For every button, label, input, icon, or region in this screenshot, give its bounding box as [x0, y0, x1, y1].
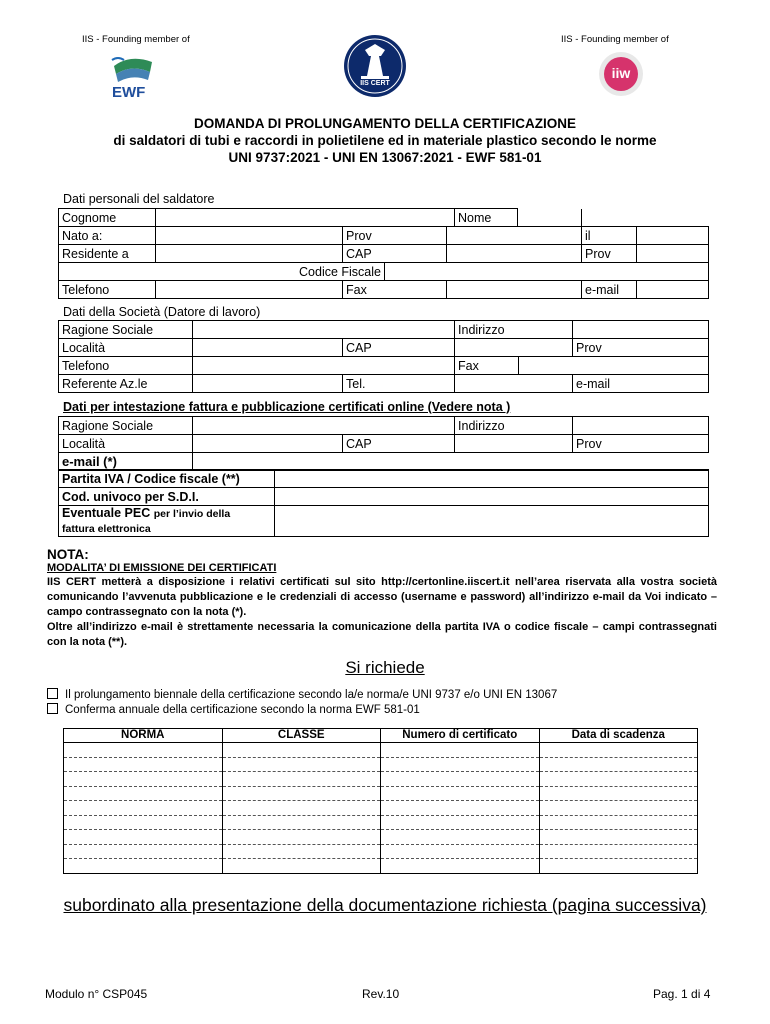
cert-cell[interactable] — [64, 815, 223, 830]
iis-cert-logo — [343, 34, 407, 98]
cert-cell[interactable] — [222, 743, 381, 758]
cert-cell[interactable] — [381, 844, 540, 859]
label-indirizzo: Indirizzo — [455, 321, 573, 339]
company-tel-field[interactable] — [455, 375, 573, 393]
cert-cell[interactable] — [64, 772, 223, 787]
label-inv-localita: Località — [59, 435, 193, 453]
nota-paragraph-2: Oltre all’indirizzo e-mail è strettamente necessaria la comunicazione della partita IVA o codice fiscale – campi contrassegnati con la nota (**). — [47, 621, 717, 648]
cert-cell[interactable] — [539, 801, 698, 816]
label-sdi: Cod. univoco per S.D.I. — [59, 488, 275, 506]
label-inv-indirizzo: Indirizzo — [455, 417, 573, 435]
label-company-email: e-mail — [573, 375, 709, 393]
indirizzo-field[interactable] — [573, 321, 709, 339]
invoice-tax-table — [58, 469, 709, 537]
label-localita: Località — [59, 339, 193, 357]
cert-cell[interactable] — [381, 815, 540, 830]
label-cap: CAP — [343, 245, 447, 263]
cert-cell[interactable] — [64, 786, 223, 801]
nome-field[interactable] — [518, 209, 582, 227]
invoice-data-table — [58, 416, 709, 471]
cert-cell[interactable] — [381, 801, 540, 816]
iis-cert-logo-text: IIS CERT — [360, 80, 390, 87]
il-field[interactable] — [637, 227, 709, 245]
label-prov2: Prov — [582, 245, 637, 263]
cert-cell[interactable] — [539, 830, 698, 845]
localita-field[interactable] — [193, 339, 343, 357]
sdi-field[interactable] — [275, 488, 709, 506]
cert-cell[interactable] — [381, 830, 540, 845]
cert-header-data: Data di scadenza — [539, 729, 698, 743]
fax-field[interactable] — [447, 281, 582, 299]
prov-field[interactable] — [447, 227, 582, 245]
cognome-field[interactable] — [156, 209, 455, 227]
company-data-table — [58, 320, 709, 393]
option-conferma[interactable] — [47, 703, 420, 716]
cert-cell[interactable] — [539, 743, 698, 758]
cert-header-classe: CLASSE — [222, 729, 381, 743]
label-piva: Partita IVA / Codice fiscale (**) — [59, 470, 275, 488]
nota-text — [47, 575, 717, 650]
checkbox-prolungamento[interactable] — [47, 688, 58, 699]
subordinato-note: subordinato alla presentazione della documentazione richiesta (pagina successiva) — [63, 895, 707, 915]
label-company-fax: Fax — [455, 357, 519, 375]
ewf-logo-text: EWF — [112, 84, 146, 101]
cert-cell[interactable] — [539, 815, 698, 830]
cert-cell[interactable] — [539, 772, 698, 787]
cert-header-numero: Numero di certificato — [381, 729, 540, 743]
email-field[interactable] — [637, 281, 709, 299]
inv-email-field[interactable] — [193, 453, 709, 471]
cert-cell[interactable] — [381, 757, 540, 772]
inv-cap-field[interactable] — [455, 435, 573, 453]
cert-cell[interactable] — [539, 757, 698, 772]
personal-section-label: Dati personali del saldatore — [63, 192, 215, 206]
prov2-field[interactable] — [637, 245, 709, 263]
option-conferma-label: Conferma annuale della certificazione secondo la norma EWF 581-01 — [65, 704, 420, 716]
ewf-logo — [106, 52, 160, 102]
label-company-telefono: Telefono — [59, 357, 193, 375]
label-company-prov: Prov — [573, 339, 709, 357]
nota-subheading: MODALITA’ DI EMISSIONE DEI CERTIFICATI — [47, 562, 277, 574]
iiw-logo-text: iiw — [611, 65, 631, 81]
company-fax-field[interactable] — [519, 357, 709, 375]
title-line-2: di saldatori di tubi e raccordi in polietilene ed in materiale plastico secondo le norme — [113, 133, 657, 148]
ragione-sociale-field[interactable] — [193, 321, 455, 339]
telefono-field[interactable] — [156, 281, 343, 299]
company-cap-field[interactable] — [455, 339, 573, 357]
company-telefono-field[interactable] — [193, 357, 455, 375]
label-cognome: Cognome — [59, 209, 156, 227]
nome-field-extra[interactable] — [582, 209, 709, 227]
cert-cell[interactable] — [222, 786, 381, 801]
nota-paragraph-1: IIS CERT metterà a disposizione i relativi certificati sul sito http://certonline.iiscert.it nell’area riservata alla vostra società comunicando l’avvenuta pubblicazione e le credenziali di accesso (username e password) all’indirizzo e-mail da Voi indicato – campo contrassegnato con la nota (*). — [47, 576, 717, 618]
cert-cell[interactable] — [64, 859, 223, 874]
label-company-cap: CAP — [343, 339, 455, 357]
label-pec-line2: fattura elettronica — [62, 523, 151, 535]
label-codice-fiscale: Codice Fiscale — [59, 263, 385, 281]
cert-cell[interactable] — [539, 844, 698, 859]
cert-cell[interactable] — [381, 743, 540, 758]
cert-cell[interactable] — [64, 801, 223, 816]
footer-revision: Rev.10 — [362, 987, 400, 1001]
nato-field[interactable] — [156, 227, 343, 245]
checkbox-conferma[interactable] — [47, 703, 58, 714]
codice-fiscale-field[interactable] — [385, 263, 709, 281]
iiw-logo — [597, 50, 645, 98]
label-nato: Nato a: — [59, 227, 156, 245]
header-left-caption: IIS - Founding member of — [82, 34, 190, 45]
invoice-section-label: Dati per intestazione fattura e pubblicazione certificati online (Vedere nota ) — [63, 400, 511, 414]
title-line-3: UNI 9737:2021 - UNI EN 13067:2021 - EWF 581-01 — [228, 150, 542, 165]
label-inv-cap: CAP — [343, 435, 455, 453]
option-prolungamento-label: Il prolungamento biennale della certificazione secondo la/e norma/e UNI 9737 e/o UNI EN 13067 — [65, 689, 558, 701]
label-il: il — [582, 227, 637, 245]
label-company-tel: Tel. — [343, 375, 455, 393]
personal-data-table — [58, 208, 709, 299]
referente-field[interactable] — [193, 375, 343, 393]
inv-localita-field[interactable] — [193, 435, 343, 453]
label-residente: Residente a — [59, 245, 156, 263]
cert-cell[interactable] — [381, 859, 540, 874]
label-prov: Prov — [343, 227, 447, 245]
inv-indirizzo-field[interactable] — [573, 417, 709, 435]
cert-header-norma: NORMA — [64, 729, 223, 743]
label-email: e-mail — [582, 281, 637, 299]
label-nome: Nome — [455, 209, 518, 227]
cert-cell[interactable] — [539, 786, 698, 801]
piva-field[interactable] — [275, 470, 709, 488]
cert-cell[interactable] — [222, 801, 381, 816]
label-pec-main: Eventuale PEC — [62, 506, 151, 520]
label-ragione-sociale: Ragione Sociale — [59, 321, 193, 339]
residente-field[interactable] — [156, 245, 343, 263]
cert-cell[interactable] — [222, 844, 381, 859]
cert-cell[interactable] — [222, 757, 381, 772]
si-richiede-heading: Si richiede — [345, 658, 425, 677]
label-referente: Referente Az.le — [59, 375, 193, 393]
pec-field[interactable] — [275, 506, 709, 537]
cap-field[interactable] — [447, 245, 582, 263]
cert-cell[interactable] — [222, 830, 381, 845]
footer-modulo: Modulo n° CSP045 — [45, 987, 148, 1001]
title-line-1: DOMANDA DI PROLUNGAMENTO DELLA CERTIFICAZIONE — [194, 116, 576, 131]
certificate-table — [63, 728, 698, 874]
label-inv-prov: Prov — [573, 435, 709, 453]
label-telefono: Telefono — [59, 281, 156, 299]
label-pec — [59, 506, 275, 537]
header-right-caption: IIS - Founding member of — [561, 34, 669, 45]
cert-cell[interactable] — [381, 772, 540, 787]
nota-heading: NOTA: — [47, 547, 89, 562]
cert-cell[interactable] — [64, 743, 223, 758]
cert-cell[interactable] — [222, 772, 381, 787]
cert-cell[interactable] — [222, 859, 381, 874]
option-prolungamento[interactable] — [47, 688, 557, 701]
cert-cell[interactable] — [64, 844, 223, 859]
label-inv-ragione: Ragione Sociale — [59, 417, 193, 435]
label-pec-small: per l’invio della — [153, 508, 231, 520]
cert-cell[interactable] — [64, 830, 223, 845]
footer-page: Pag. 1 di 4 — [653, 987, 711, 1001]
cert-cell[interactable] — [539, 859, 698, 874]
cert-cell[interactable] — [381, 786, 540, 801]
label-fax: Fax — [343, 281, 447, 299]
cert-cell[interactable] — [222, 815, 381, 830]
company-section-label: Dati della Società (Datore di lavoro) — [63, 305, 261, 319]
label-inv-email: e-mail (*) — [59, 453, 193, 471]
inv-ragione-field[interactable] — [193, 417, 455, 435]
cert-cell[interactable] — [64, 757, 223, 772]
